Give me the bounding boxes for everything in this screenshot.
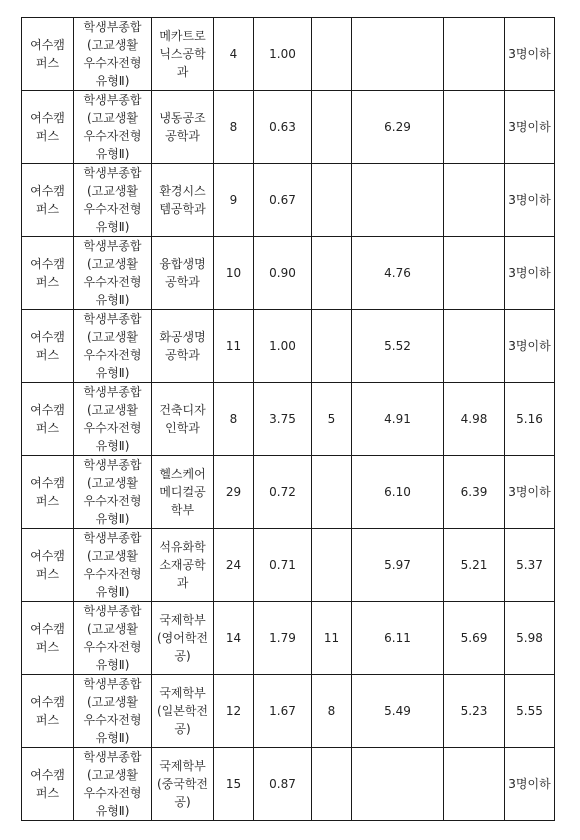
quota-cell: [214, 91, 254, 164]
grade-cut-cell: [505, 91, 555, 164]
competition-ratio-text: 1.00: [269, 338, 296, 353]
table-row: [22, 18, 555, 91]
grade-avg-cell: [352, 164, 444, 237]
department-cell: [152, 602, 214, 675]
department-cell: [152, 310, 214, 383]
grade-cut-text: 3명이하: [508, 484, 551, 499]
grade-cut-text: 3명이하: [508, 119, 551, 134]
department-text: 국제학부 (중국학전 공): [156, 759, 209, 809]
department-cell: [152, 529, 214, 602]
grade-cut-cell: [505, 164, 555, 237]
campus-cell: [22, 748, 74, 821]
competition-ratio-text: 0.71: [269, 557, 296, 572]
competition-ratio-cell: [254, 91, 312, 164]
waitlist-text: 5: [327, 411, 336, 426]
grade-avg-cell: [352, 456, 444, 529]
campus-cell: [22, 91, 74, 164]
competition-ratio-cell: [254, 164, 312, 237]
grade-mid-cell: [444, 18, 505, 91]
department-text: 석유화학 소재공학 과: [159, 540, 206, 590]
grade-mid-cell: [444, 602, 505, 675]
competition-ratio-text: 3.75: [269, 411, 296, 426]
admission-type-text: 학생부종합 (고교생활 우수자전형 유형Ⅱ): [83, 677, 142, 745]
department-text: 국제학부 (일본학전 공): [156, 686, 209, 736]
grade-avg-text: 4.91: [384, 411, 411, 426]
quota-cell: [214, 456, 254, 529]
department-cell: [152, 18, 214, 91]
table-row: [22, 310, 555, 383]
waitlist-cell: [312, 456, 352, 529]
campus-text: 여수캠 퍼스: [30, 476, 65, 508]
grade-avg-cell: [352, 91, 444, 164]
admission-type-cell: [74, 310, 152, 383]
admission-type-text: 학생부종합 (고교생활 우수자전형 유형Ⅱ): [83, 750, 142, 818]
admission-type-cell: [74, 748, 152, 821]
grade-mid-cell: [444, 675, 505, 748]
quota-text: 14: [225, 630, 242, 645]
table-row: [22, 383, 555, 456]
grade-cut-cell: [505, 237, 555, 310]
admission-type-cell: [74, 18, 152, 91]
competition-ratio-text: 1.00: [269, 46, 296, 61]
campus-cell: [22, 675, 74, 748]
grade-cut-cell: [505, 602, 555, 675]
grade-mid-text: 5.69: [460, 630, 488, 645]
grade-mid-cell: [444, 91, 505, 164]
competition-ratio-cell: [254, 237, 312, 310]
campus-cell: [22, 164, 74, 237]
grade-cut-text: 3명이하: [508, 265, 551, 280]
grade-mid-cell: [444, 164, 505, 237]
campus-text: 여수캠 퍼스: [30, 111, 65, 143]
admission-type-cell: [74, 602, 152, 675]
grade-cut-text: 3명이하: [508, 46, 551, 61]
grade-avg-cell: [352, 18, 444, 91]
admission-type-text: 학생부종합 (고교생활 우수자전형 유형Ⅱ): [83, 312, 142, 380]
waitlist-cell: [312, 602, 352, 675]
campus-cell: [22, 18, 74, 91]
waitlist-text: 11: [323, 630, 340, 645]
grade-mid-cell: [444, 529, 505, 602]
waitlist-cell: [312, 383, 352, 456]
department-cell: [152, 164, 214, 237]
grade-avg-cell: [352, 748, 444, 821]
admission-type-cell: [74, 675, 152, 748]
grade-cut-cell: [505, 529, 555, 602]
department-cell: [152, 675, 214, 748]
campus-text: 여수캠 퍼스: [30, 768, 65, 800]
quota-text: 24: [225, 557, 242, 572]
grade-avg-text: 5.97: [384, 557, 411, 572]
competition-ratio-text: 0.63: [269, 119, 296, 134]
admission-type-cell: [74, 91, 152, 164]
table-row: [22, 529, 555, 602]
department-cell: [152, 748, 214, 821]
competition-ratio-cell: [254, 602, 312, 675]
table-body: [22, 18, 555, 821]
campus-cell: [22, 237, 74, 310]
grade-mid-cell: [444, 383, 505, 456]
grade-avg-text: 4.76: [384, 265, 411, 280]
grade-cut-text: 3명이하: [508, 776, 551, 791]
grade-avg-cell: [352, 529, 444, 602]
table-row: [22, 164, 555, 237]
grade-cut-text: 5.37: [516, 557, 543, 572]
grade-cut-cell: [505, 310, 555, 383]
admission-type-text: 학생부종합 (고교생활 우수자전형 유형Ⅱ): [83, 239, 142, 307]
admission-type-cell: [74, 383, 152, 456]
quota-text: 4: [229, 46, 238, 61]
quota-text: 29: [225, 484, 242, 499]
grade-cut-text: 5.55: [516, 703, 543, 718]
grade-avg-text: 5.49: [384, 703, 411, 718]
quota-text: 8: [229, 411, 238, 426]
grade-mid-text: 4.98: [460, 411, 488, 426]
grade-avg-text: 6.10: [384, 484, 411, 499]
admission-type-cell: [74, 237, 152, 310]
grade-avg-cell: [352, 602, 444, 675]
grade-cut-cell: [505, 675, 555, 748]
admission-type-text: 학생부종합 (고교생활 우수자전형 유형Ⅱ): [83, 604, 142, 672]
department-text: 건축디자 인학과: [159, 403, 206, 435]
admission-type-text: 학생부종합 (고교생활 우수자전형 유형Ⅱ): [83, 166, 142, 234]
quota-cell: [214, 602, 254, 675]
waitlist-cell: [312, 310, 352, 383]
table-row: [22, 91, 555, 164]
grade-mid-text: 6.39: [460, 484, 488, 499]
grade-mid-text: 5.23: [460, 703, 488, 718]
campus-text: 여수캠 퍼스: [30, 38, 65, 70]
grade-cut-text: 5.16: [516, 411, 543, 426]
grade-cut-cell: [505, 456, 555, 529]
admission-type-cell: [74, 164, 152, 237]
admission-type-text: 학생부종합 (고교생활 우수자전형 유형Ⅱ): [83, 458, 142, 526]
grade-avg-cell: [352, 310, 444, 383]
admission-type-text: 학생부종합 (고교생활 우수자전형 유형Ⅱ): [83, 20, 142, 88]
grade-cut-cell: [505, 383, 555, 456]
admission-type-text: 학생부종합 (고교생활 우수자전형 유형Ⅱ): [83, 531, 142, 599]
department-text: 환경시스 템공학과: [159, 184, 206, 216]
campus-text: 여수캠 퍼스: [30, 403, 65, 435]
admission-type-text: 학생부종합 (고교생활 우수자전형 유형Ⅱ): [83, 93, 142, 161]
waitlist-cell: [312, 748, 352, 821]
competition-ratio-text: 0.72: [269, 484, 296, 499]
quota-text: 9: [229, 192, 238, 207]
competition-ratio-text: 1.79: [269, 630, 296, 645]
waitlist-cell: [312, 529, 352, 602]
campus-cell: [22, 383, 74, 456]
quota-cell: [214, 18, 254, 91]
admission-results-table: [21, 17, 555, 821]
department-text: 융합생명 공학과: [159, 257, 206, 289]
admission-type-text: 학생부종합 (고교생활 우수자전형 유형Ⅱ): [83, 385, 142, 453]
quota-text: 10: [225, 265, 242, 280]
table-row: [22, 675, 555, 748]
campus-text: 여수캠 퍼스: [30, 184, 65, 216]
waitlist-cell: [312, 91, 352, 164]
quota-text: 8: [229, 119, 238, 134]
campus-text: 여수캠 퍼스: [30, 695, 65, 727]
quota-cell: [214, 748, 254, 821]
quota-cell: [214, 164, 254, 237]
quota-text: 11: [225, 338, 242, 353]
quota-text: 15: [225, 776, 242, 791]
waitlist-cell: [312, 675, 352, 748]
waitlist-cell: [312, 164, 352, 237]
department-text: 국제학부 (영어학전 공): [156, 613, 209, 663]
grade-mid-cell: [444, 748, 505, 821]
grade-cut-text: 5.98: [516, 630, 543, 645]
grade-avg-text: 6.11: [384, 630, 411, 645]
campus-text: 여수캠 퍼스: [30, 622, 65, 654]
competition-ratio-cell: [254, 529, 312, 602]
grade-mid-text: 5.21: [460, 557, 488, 572]
quota-cell: [214, 383, 254, 456]
department-cell: [152, 237, 214, 310]
grade-cut-text: 3명이하: [508, 338, 551, 353]
admission-type-cell: [74, 529, 152, 602]
admission-type-cell: [74, 456, 152, 529]
grade-cut-cell: [505, 18, 555, 91]
grade-avg-text: 5.52: [384, 338, 411, 353]
campus-text: 여수캠 퍼스: [30, 330, 65, 362]
competition-ratio-cell: [254, 18, 312, 91]
competition-ratio-cell: [254, 456, 312, 529]
quota-text: 12: [225, 703, 242, 718]
waitlist-text: 8: [327, 703, 336, 718]
competition-ratio-cell: [254, 310, 312, 383]
quota-cell: [214, 675, 254, 748]
department-cell: [152, 383, 214, 456]
campus-cell: [22, 529, 74, 602]
department-text: 헬스케어 메디컬공 학부: [159, 467, 206, 517]
quota-cell: [214, 237, 254, 310]
table-row: [22, 456, 555, 529]
waitlist-cell: [312, 237, 352, 310]
grade-avg-text: 6.29: [384, 119, 411, 134]
grade-avg-cell: [352, 237, 444, 310]
competition-ratio-text: 0.87: [269, 776, 296, 791]
campus-cell: [22, 456, 74, 529]
competition-ratio-text: 0.67: [269, 192, 296, 207]
grade-mid-cell: [444, 237, 505, 310]
table-row: [22, 237, 555, 310]
quota-cell: [214, 310, 254, 383]
campus-cell: [22, 602, 74, 675]
competition-ratio-cell: [254, 675, 312, 748]
department-text: 냉동공조 공학과: [159, 111, 206, 143]
waitlist-cell: [312, 18, 352, 91]
grade-mid-cell: [444, 310, 505, 383]
grade-avg-cell: [352, 383, 444, 456]
competition-ratio-text: 1.67: [269, 703, 296, 718]
campus-text: 여수캠 퍼스: [30, 257, 65, 289]
campus-text: 여수캠 퍼스: [30, 549, 65, 581]
department-text: 화공생명 공학과: [159, 330, 206, 362]
department-text: 메카트로 닉스공학 과: [159, 29, 206, 79]
grade-cut-cell: [505, 748, 555, 821]
table-row: [22, 748, 555, 821]
competition-ratio-cell: [254, 748, 312, 821]
department-cell: [152, 91, 214, 164]
competition-ratio-text: 0.90: [269, 265, 296, 280]
competition-ratio-cell: [254, 383, 312, 456]
grade-cut-text: 3명이하: [508, 192, 551, 207]
campus-cell: [22, 310, 74, 383]
grade-mid-cell: [444, 456, 505, 529]
quota-cell: [214, 529, 254, 602]
department-cell: [152, 456, 214, 529]
grade-avg-cell: [352, 675, 444, 748]
table-row: [22, 602, 555, 675]
